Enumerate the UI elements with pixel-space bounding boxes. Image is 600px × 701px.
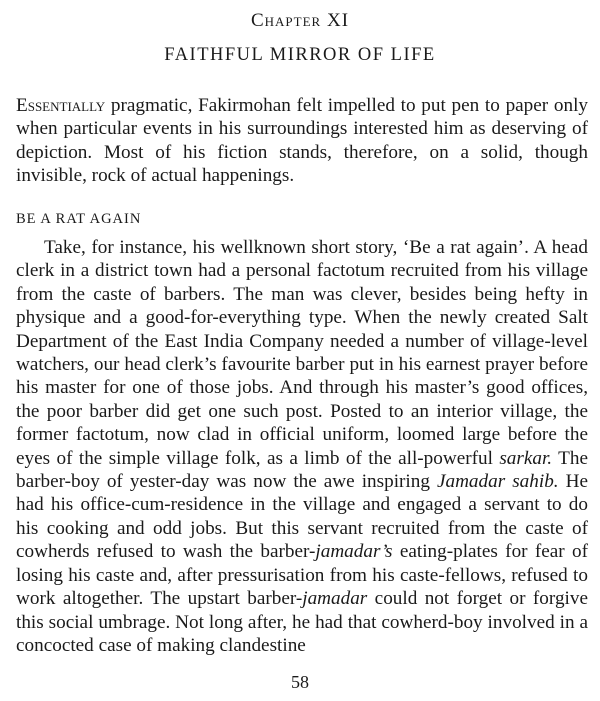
- intro-text: pragmatic, Fakirmohan felt impelled to put pen to paper only when particular events in his surroundings interested him as deserving of depiction. Most of his fiction stands, therefore, on a solid, though invisible, rock of actual happenings.: [16, 95, 588, 187]
- chapter-number: Chapter XI: [250, 10, 350, 31]
- text-run-4: eating-plates for fear of losing his caste and, after pressurisation from his caste-fellows, refused to work altogether. The upstart barber-: [16, 541, 588, 610]
- text-run-5: could not forget or forgive this social umbrage. Not long after, he had that cowherd-boy involved in a concocted case of making clandestine: [16, 588, 588, 656]
- text-run-3: He had his office-cum-residence in the village and engaged a servant to do his cooking and odd jobs. But this servant recruited from the caste of cowherds refused to wash the barber-: [16, 471, 588, 563]
- text-run-2: The barber-boy of yester-day was now the awe inspiring: [16, 447, 588, 493]
- section-heading: BE A RAT AGAIN: [16, 211, 142, 227]
- intro-paragraph: [16, 94, 588, 188]
- intro-lead-word: Essentially: [16, 95, 106, 116]
- page-number: 58: [291, 672, 309, 692]
- main-paragraph: [16, 236, 588, 657]
- italic-jamadar: jamadar: [302, 588, 368, 610]
- italic-jamadar-sahib: Jamadar sahib.: [436, 471, 559, 493]
- italic-sarkar: sarkar.: [499, 447, 553, 469]
- text-run-1: Take, for instance, his wellknown short story, ‘Be a rat again’. A head clerk in a district town had a personal factotum recruited from his village from the caste of barbers. The man was clever, besides being hefty in physique and a good-for-everything type. When the newly created Salt Department of the East India Company needed a number of village-level watchers, our head clerk’s favourite barber put in his earnest prayer before his master for one of those jobs. And through his master’s good offices, the poor barber did get one such post. Posted to an interior village, the former factotum, now clad in official uniform, loomed large before the eyes of the simple village folk, as a limb of the all-powerful: [16, 237, 588, 469]
- italic-jamadars: jamadar’s: [315, 541, 393, 563]
- chapter-title: FAITHFUL MIRROR OF LIFE: [164, 45, 436, 65]
